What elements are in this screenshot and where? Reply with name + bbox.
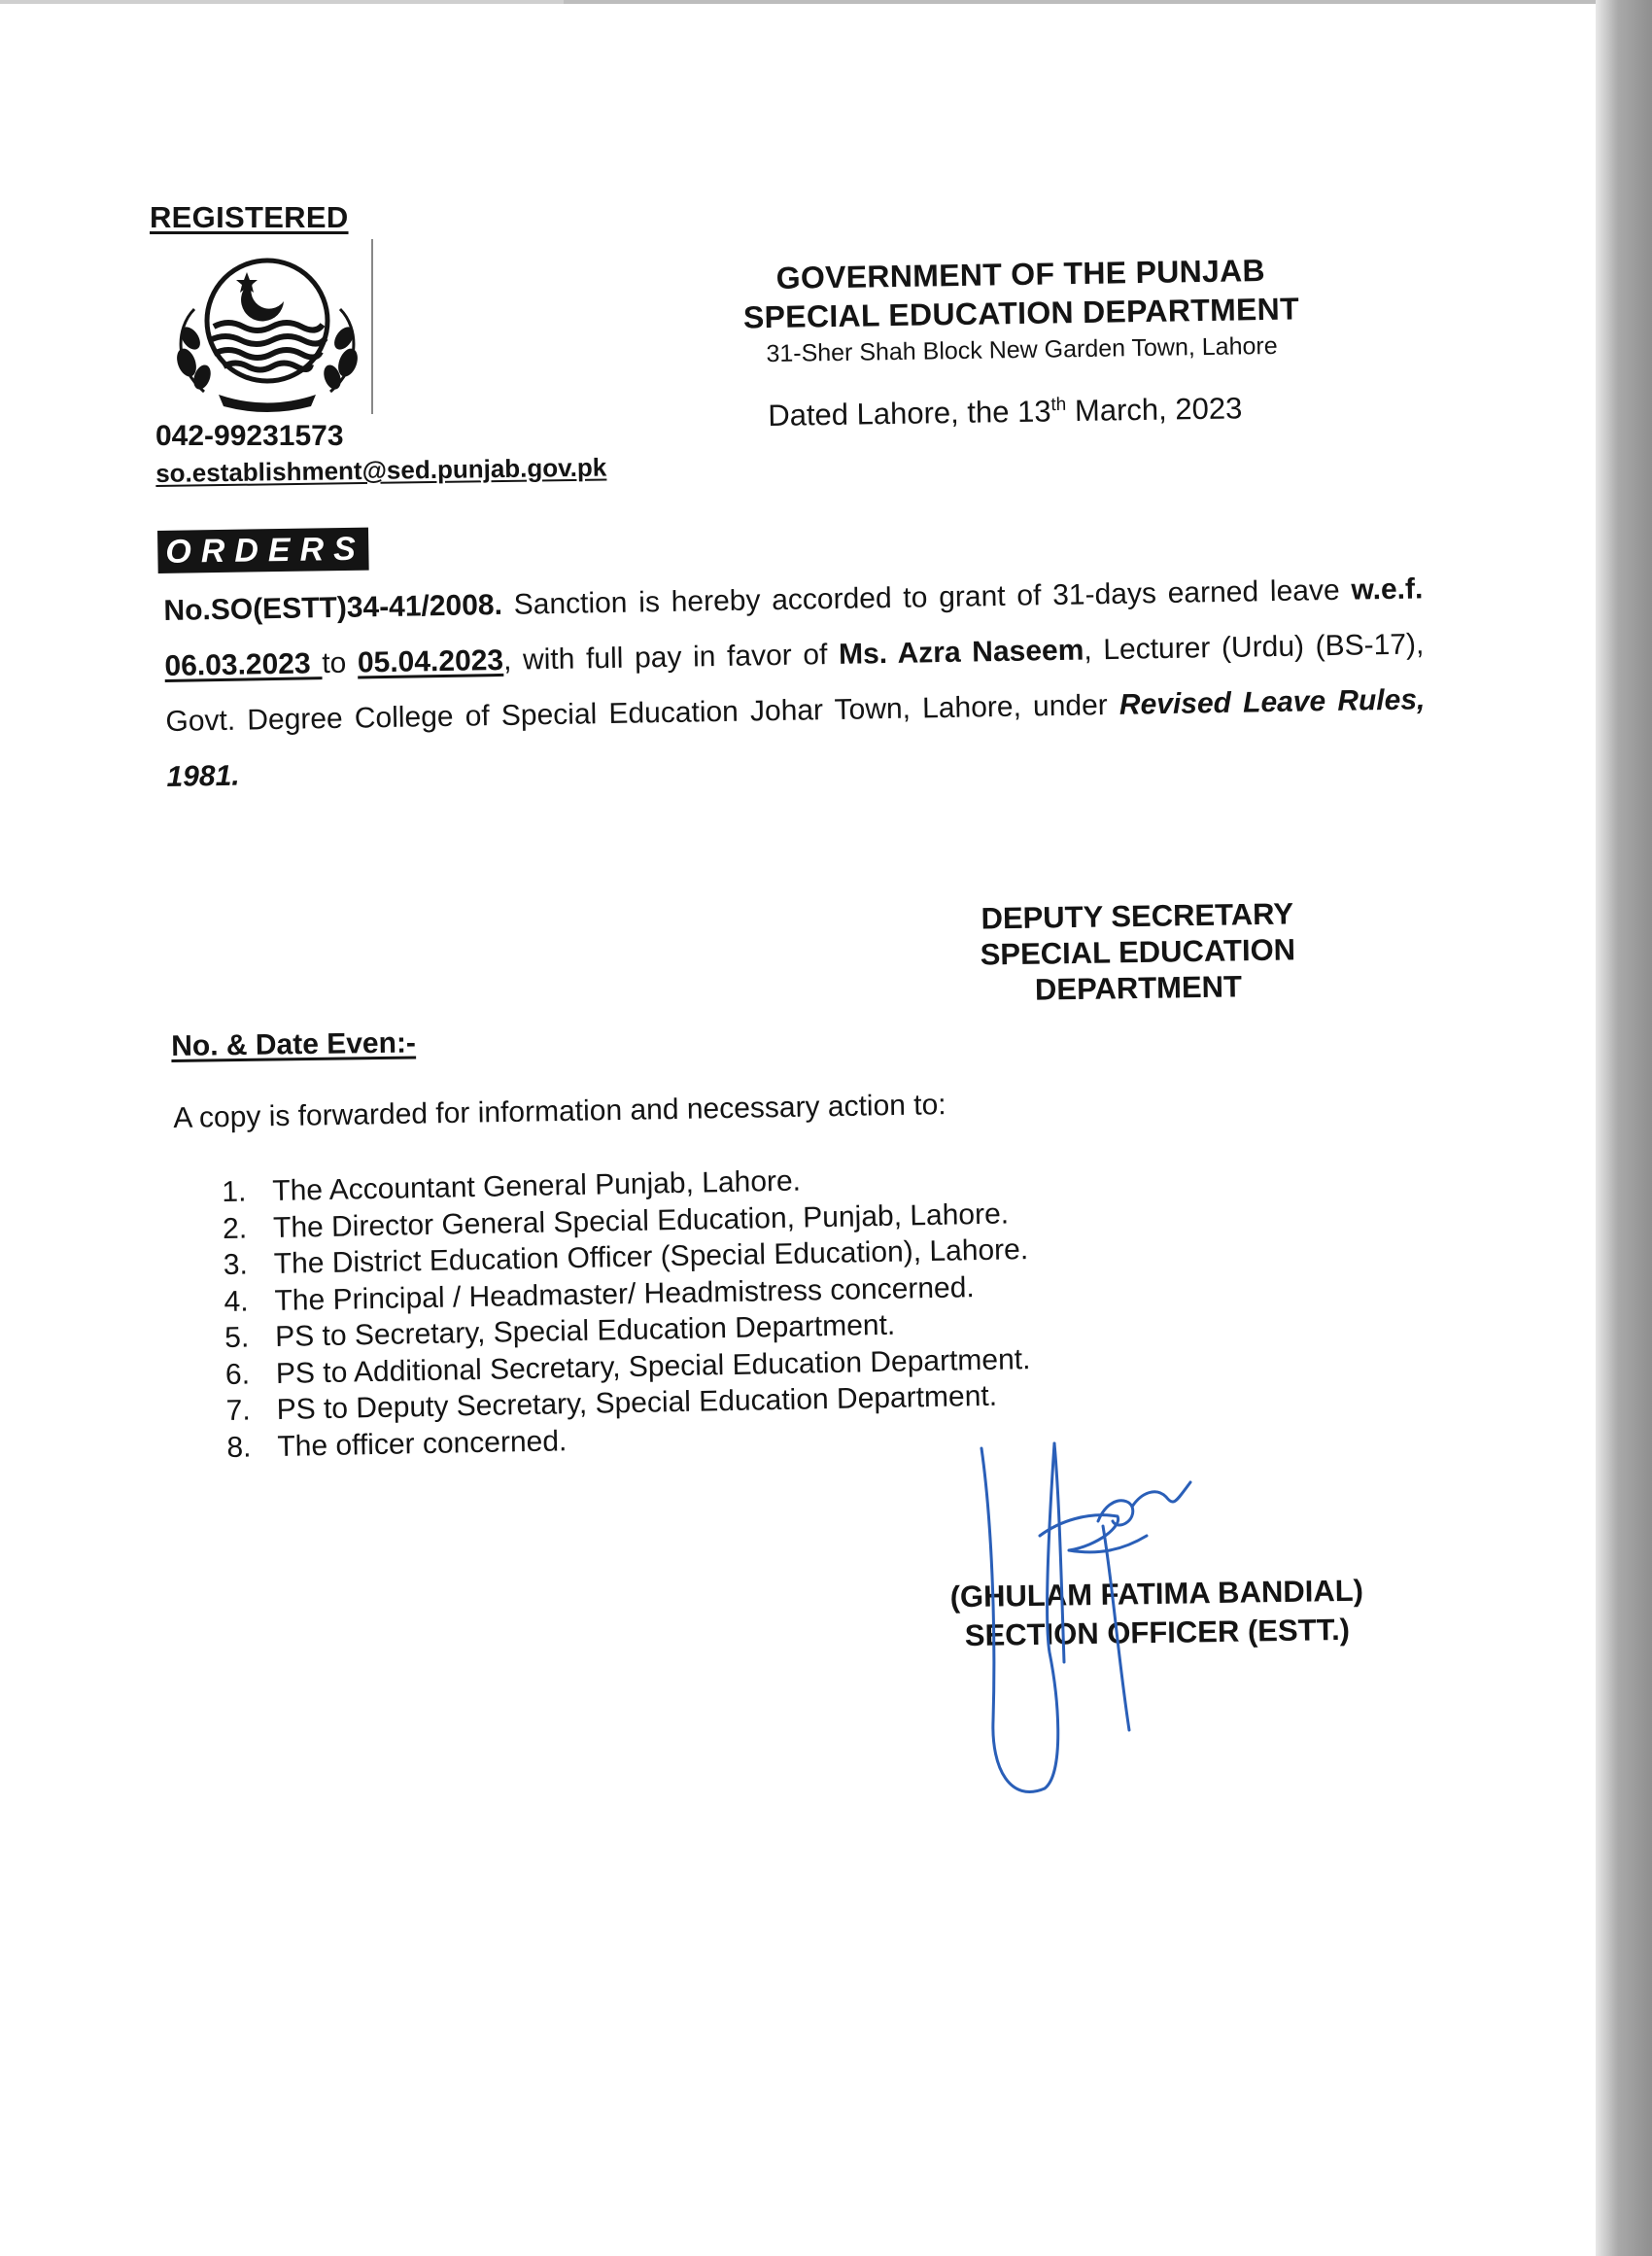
order-text-3: , Lecturer (Urdu) (BS-17), Govt. Degree College of Special Education Johar Town, Lahore, under	[165, 628, 1425, 738]
order-text-1: Sanction is hereby accorded to grant of 31-days earned leave	[501, 573, 1352, 621]
recipient-text: PS to Additional Secretary, Special Education Department.	[275, 1342, 1031, 1390]
dated-line	[768, 391, 1243, 434]
recipient-number: 8.	[226, 1430, 252, 1464]
order-text-to: to	[321, 646, 359, 680]
deputy-secretary-line1: DEPUTY SECRETARY	[981, 896, 1294, 936]
punjab-emblem-icon	[165, 251, 369, 416]
government-title: GOVERNMENT OF THE PUNJAB	[775, 253, 1266, 295]
phone-number: 042-99231573	[155, 420, 344, 452]
department-address: 31-Sher Shah Block New Garden Town, Lahore	[766, 331, 1278, 368]
department-title: SPECIAL EDUCATION DEPARTMENT	[742, 291, 1300, 335]
recipient-number: 2.	[222, 1212, 248, 1245]
wef-label: w.e.f.	[1351, 573, 1424, 607]
recipient-text: The District Education Officer (Special Education), Lahore.	[273, 1233, 1029, 1280]
leave-start-date: 06.03.2023	[164, 647, 323, 682]
email-address[interactable]: so.establishment@sed.punjab.gov.pk	[155, 452, 607, 488]
recipient-number: 1.	[222, 1175, 247, 1208]
recipient-number: 5.	[224, 1321, 250, 1354]
order-text-2: , with full pay in favor of	[502, 638, 840, 677]
leave-rules-reference: Revised Leave Rules, 1981.	[166, 683, 1426, 793]
orders-heading: ORDERS	[157, 528, 369, 573]
recipient-number: 3.	[223, 1248, 249, 1281]
recipient-list	[222, 1159, 1032, 1466]
recipient-text: PS to Secretary, Special Education Department.	[274, 1308, 896, 1353]
employee-name: Ms. Azra Naseem	[838, 634, 1084, 671]
letterhead-divider	[371, 239, 373, 414]
recipient-text: The Director General Special Education, Punjab, Lahore.	[272, 1197, 1010, 1244]
recipient-text: The Principal / Headmaster/ Headmistress concerned.	[274, 1270, 976, 1317]
dated-suffix: March, 2023	[1066, 391, 1243, 429]
dated-superscript: th	[1050, 394, 1067, 416]
recipient-number: 4.	[224, 1284, 249, 1318]
recipient-text: The Accountant General Punjab, Lahore.	[272, 1164, 802, 1207]
recipient-number: 7.	[225, 1394, 252, 1427]
deputy-secretary-line2: SPECIAL EDUCATION	[980, 932, 1296, 972]
section-officer-name: (GHULAM FATIMA BANDIAL)	[949, 1573, 1364, 1614]
section-officer-block	[904, 1571, 1410, 1656]
deputy-secretary-line3: DEPARTMENT	[1034, 969, 1243, 1007]
no-date-even-label: No. & Date Even:-	[171, 1026, 417, 1062]
recipient-number: 6.	[224, 1357, 251, 1391]
leave-end-date: 05.04.2023	[357, 643, 504, 679]
letterhead-heading	[719, 250, 1324, 370]
copy-forwarded-intro: A copy is forwarded for information and necessary action to:	[173, 1089, 946, 1134]
deputy-secretary-block	[933, 895, 1343, 1010]
order-paragraph	[163, 561, 1427, 805]
dated-prefix: Dated Lahore, the 13	[768, 394, 1051, 433]
scan-edge-shadow	[1596, 0, 1652, 2256]
order-reference-number: No.SO(ESTT)34-41/2008.	[163, 588, 503, 627]
recipient-text: PS to Deputy Secretary, Special Education Department.	[276, 1379, 998, 1426]
recipient-text: The officer concerned.	[277, 1424, 568, 1463]
section-officer-designation: SECTION OFFICER (ESTT.)	[964, 1612, 1351, 1653]
registered-label: REGISTERED	[150, 200, 349, 234]
